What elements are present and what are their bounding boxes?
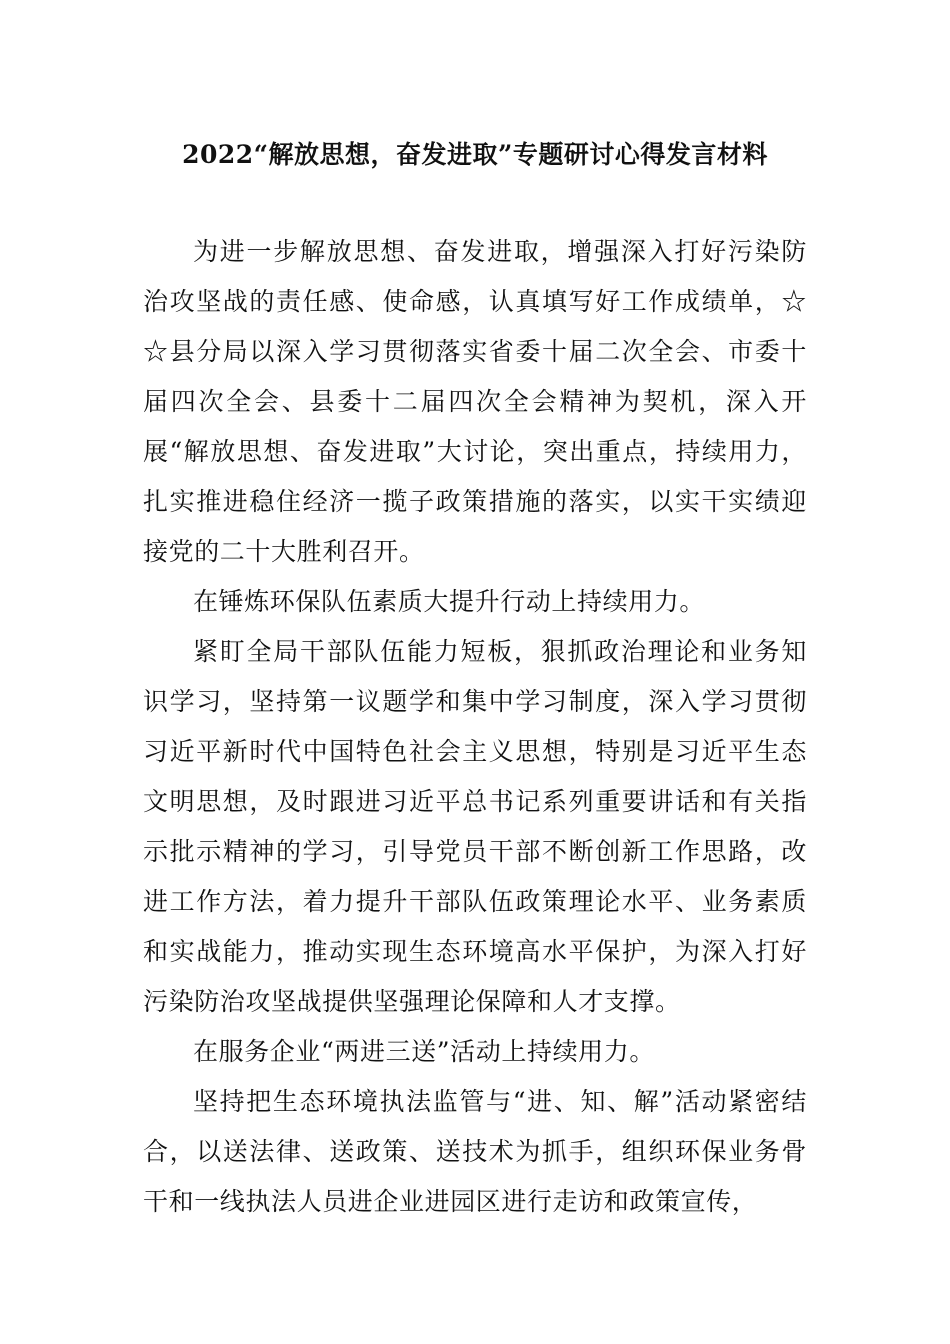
paragraph-enterprise-service: 坚持把生态环境执法监管与“进、知、解”活动紧密结合，以送法律、送政策、送技术为抓手，组织环保业务骨干和一线执法人员进企业进园区进行走访和政策宣传， <box>143 1087 807 1216</box>
paragraph-heading-team-quality: 在锤炼环保队伍素质大提升行动上持续用力。 <box>193 587 706 616</box>
paragraph-team-quality: 紧盯全局干部队伍能力短板，狠抓政治理论和业务知识学习，坚持第一议题学和集中学习制度，深入学习贯彻习近平新时代中国特色社会主义思想，特别是习近平生态文明思想，及时跟进习近平总书记系列重要讲话和有关指示批示精神的学习，引导党员干部不断创新工作思路，改进工作方法，着力提升干部队伍政策理论水平、业务素质和实战能力，推动实现生态环境高水平保护，为深入打好污染防治攻坚战提供坚强理论保障和人才支撑。 <box>143 637 807 1016</box>
paragraph-intro: 为进一步解放思想、奋发进取，增强深入打好污染防治攻坚战的责任感、使命感，认真填写好工作成绩单，☆☆县分局以深入学习贯彻落实省委十届二次全会、市委十届四次全会、县委十二届四次全会精神为契机，深入开展“解放思想、奋发进取”大讨论，突出重点，持续用力，扎实推进稳住经济一揽子政策措施的落实，以实干实绩迎接党的二十大胜利召开。 <box>143 237 807 566</box>
paragraph-heading-enterprise-service: 在服务企业“两进三送”活动上持续用力。 <box>193 1037 655 1066</box>
document-body <box>143 227 807 1227</box>
document-title: 2022“解放思想，奋发进取”专题研讨心得发言材料 <box>182 140 768 169</box>
